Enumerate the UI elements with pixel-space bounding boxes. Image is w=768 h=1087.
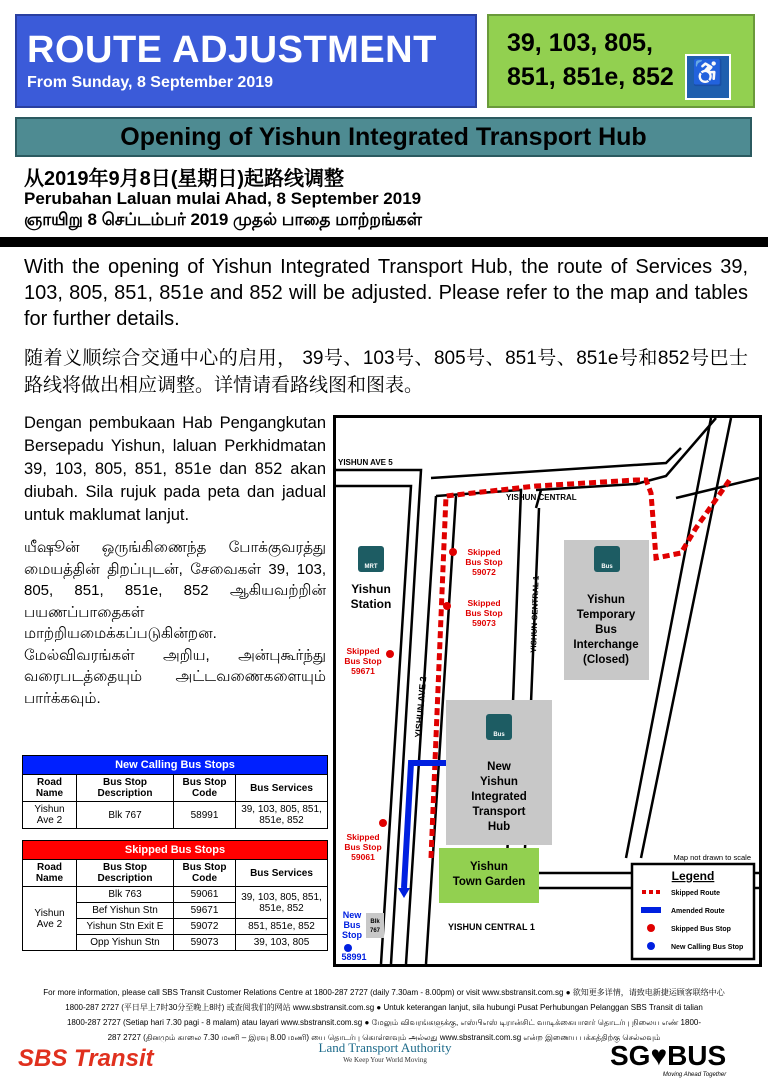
cell: 851, 851e, 852 [236,919,328,935]
svg-text:New Calling Bus Stop: New Calling Bus Stop [671,944,744,951]
effective-date: From Sunday, 8 September 2019 [27,74,274,91]
cell: Yishun Ave 2 [23,887,77,951]
svg-text:Yishun: Yishun [587,594,625,606]
svg-text:(Closed): (Closed) [583,654,629,666]
arrow-icon [398,888,410,898]
svg-text:Skipped Bus Stop: Skipped Bus Stop [671,926,731,933]
title-ms: Perubahan Laluan mulai Ahad, 8 September 2019 [24,189,422,208]
svg-text:Bus: Bus [343,920,361,930]
svg-text:Transport: Transport [472,806,526,818]
cell: 58991 [174,802,236,829]
cell: Yishun Stn Exit E [77,919,174,935]
title-zh: 从2019年9月8日(星期日)起路线调整 [24,168,345,190]
road-label: YISHUN CENTRAL 1 [448,922,535,932]
services-line: 39, 103, 805, [507,29,653,57]
col-header: Road Name [23,860,77,887]
cell: 59671 [174,903,236,919]
svg-text:Bus Stop: Bus Stop [465,557,503,567]
body-ms: Dengan pembukaan Hab Pengangkutan Bersepadu Yishun, laluan Perkhidmatan 39, 103, 805, 851, 851e dan 852 akan diubah. Sila rujuk pada peta dan jadual untuk maklumat lanjut. [24,414,326,524]
svg-text:Skipped: Skipped [346,646,380,656]
col-header: Bus Stop Code [174,860,236,887]
col-header: Road Name [23,775,77,802]
lta-logo: Land Transport Authority We Keep Your World Moving [318,1040,452,1064]
svg-text:Yishun: Yishun [480,776,518,788]
svg-text:Integrated: Integrated [471,791,527,803]
cell: Blk 763 [77,887,174,903]
cell: 59061 [174,887,236,903]
garden-label: Yishun [470,861,508,873]
col-header: Bus Stop Description [77,860,174,887]
col-header: Bus Services [236,860,328,887]
road-label: YISHUN CENTRAL 1 [529,575,541,654]
road-label: YISHUN AVE 2 [413,676,429,739]
services-box [487,14,755,108]
svg-text:Amended Route: Amended Route [671,908,725,915]
footer-info [20,985,748,1045]
new-stop-label [341,910,366,962]
col-header: Bus Services [236,775,328,802]
svg-text:Stop: Stop [342,930,362,940]
svg-text:59671: 59671 [351,666,375,676]
svg-text:Bus Stop: Bus Stop [344,842,382,852]
wheelchair-icon: ♿ [685,54,731,100]
svg-text:Temporary: Temporary [576,609,636,621]
road-label: YISHUN AVE 5 [338,458,393,467]
svg-text:Interchange: Interchange [573,639,639,651]
col-header: Bus Stop Code [174,775,236,802]
cell: 59072 [174,919,236,935]
blk-label: 767 [369,928,381,934]
bus-label: Bus [493,732,505,738]
svg-text:Skipped: Skipped [346,832,380,842]
body-ta: யீஷூன் ஒருங்கிணைந்த போக்குவரத்து மையத்தின் திறப்புடன், சேவைகள் 39, 103, 805, 851, 851e, 852 ஆகியவற்றின் பயணப்பாதைகள் மாற்றியமைக்கப்படுகின்றன. மேல்விவரங்கள் அறிய, அன்புகூர்ந்து வரைபடத்தையும் அட்டவணைகளையும் பார்க்கவும். [24,539,326,707]
blk-767 [366,913,384,938]
col-header: Bus Stop Description [77,775,174,802]
svg-text:Bus: Bus [595,624,617,636]
left-column [24,412,326,719]
garden-label: Town Garden [452,876,526,888]
page-title: ROUTE ADJUSTMENT [27,29,437,71]
station-label: Yishun [351,582,391,596]
svg-text:59073: 59073 [472,618,496,628]
svg-text:Bus Stop: Bus Stop [465,608,503,618]
title-ta: ஞாயிறு 8 செப்டம்பர் 2019 முதல் பாதை மாற்றங்கள் [24,210,423,229]
sgbus-logo: SG♥BUS Moving Ahead Together [610,1040,727,1078]
table-title: New Calling Bus Stops [23,756,328,775]
svg-text:Skipped: Skipped [467,598,501,608]
table-title: Skipped Bus Stops [23,841,328,860]
route-map [333,415,762,967]
table-row [23,802,328,829]
svg-text:59061: 59061 [351,852,375,862]
banner: Opening of Yishun Integrated Transport Hub [15,117,752,157]
svg-text:New: New [487,761,511,773]
svg-text:Skipped: Skipped [467,547,501,557]
svg-text:New: New [342,910,362,920]
mrt-label: MRT [364,564,378,570]
footer-line: For more information, please call SBS Transit Customer Relations Centre at 1800-287 2727 (daily 7.30am - 8.00pm) or visit www.sbstransit.com.sg ● 欲知更多详情，请致电新捷运顾客联络中心 [43,988,725,997]
body-zh: 随着义顺综合交通中心的启用， 39号、103号、805号、851号、851e号和852号巴士路线将做出相应调整。详情请看路线图和图表。 [24,348,748,396]
svg-text:58991: 58991 [341,952,367,962]
footer-line: 287 2727 (தினமும் காலை 7.30 மணி – இரவு 8.00 மணி) யை தொடர்பு கொள்ளவும் அல்லது www.sbstransit.com.sg என்ற இணைய பக்கத்திற்கு செல்லவும் [107,1033,661,1042]
cell: 39, 103, 805 [236,935,328,951]
blk-label: Blk [370,919,380,925]
svg-text:Bus Stop: Bus Stop [344,656,382,666]
route-adjustment-header [15,14,477,108]
skipped-table [22,840,328,951]
footer-line: 1800-287 2727 (Setiap hari 7.30 pagi - 8 malam) atau layari www.sbstransit.com.sg ● மேலும் விவரங்களுக்கு, எஸ்பிஎஸ் டிரான்சிட் வாடிக்கையாளர் தொடர்பு நிலைய எண் 1800- [66,1018,702,1027]
road-label: YISHUN CENTRAL [506,493,577,502]
services-line: 851, 851e, 852 [507,63,674,91]
cell: 39, 103, 805, 851, 851e, 852 [236,887,328,919]
table-row [23,887,328,903]
sbs-transit-logo: SBS Transit [18,1045,154,1072]
cell: Bef Yishun Stn [77,903,174,919]
new-calling-table [22,755,328,829]
cell: Yishun Ave 2 [23,802,77,829]
divider [0,237,768,247]
cell: 39, 103, 805, 851, 851e, 852 [236,802,328,829]
svg-text:Skipped Route: Skipped Route [671,890,721,897]
station-label: Station [350,597,392,611]
legend-title: Legend [671,869,715,883]
cell: Blk 767 [77,802,174,829]
bus-label: Bus [601,564,613,570]
new-stop-marker [344,944,352,952]
svg-text:59072: 59072 [472,567,496,577]
scale-note: Map not drawn to scale [673,853,751,862]
cell: Opp Yishun Stn [77,935,174,951]
footer-line: 1800-287 2727 (平日早上7时30分至晚上8时) 或查阅我们的网站 www.sbstransit.com.sg ● Untuk keterangan lanjut, sila hubungi Pusat Perhubungan Pelanggan SBS Transit di talian [65,1003,703,1012]
svg-text:Hub: Hub [487,821,511,833]
cell: 59073 [174,935,236,951]
body-en: With the opening of Yishun Integrated Transport Hub, the route of Services 39, 103, 805, 851, 851e and 852 will be adjusted. Please refer to the map and tables for further details. [24,256,748,330]
